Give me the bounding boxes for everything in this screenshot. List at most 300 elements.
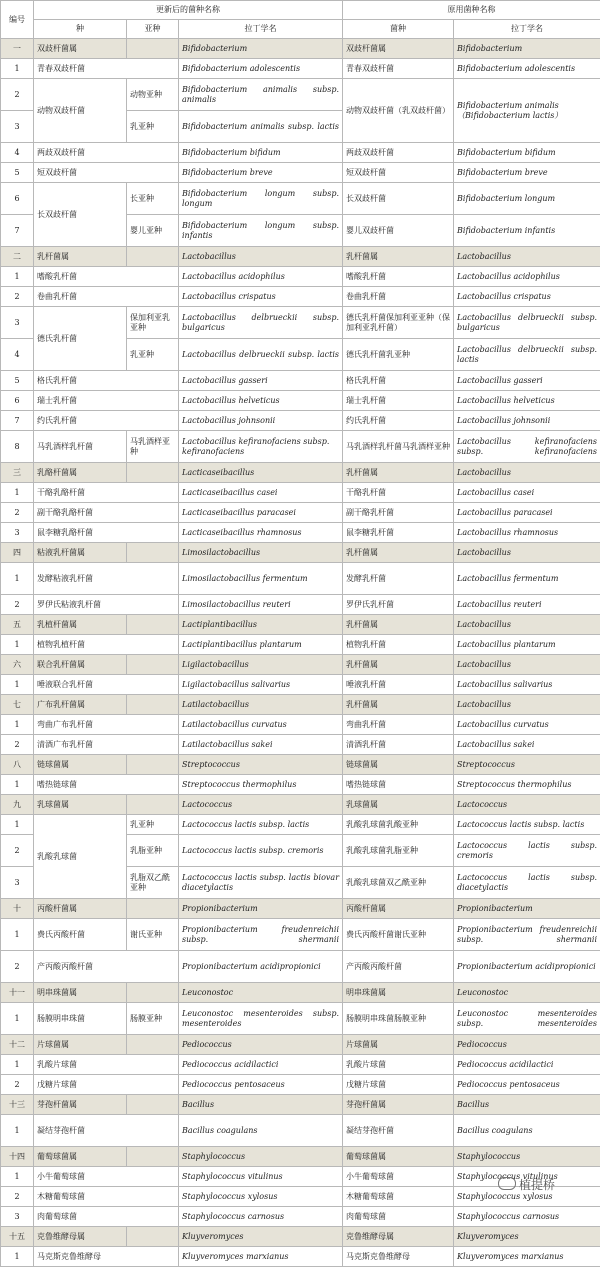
latin-name-old: Bifidobacterium bifidum [454, 143, 600, 163]
latin-name-old: Propionibacterium freudenreichii subsp. shermanii [454, 919, 600, 951]
latin-name-new: Staphylococcus xylosus [179, 1187, 343, 1207]
species-name: 副干酪乳酪杆菌 [34, 503, 179, 523]
latin-name-old: Lactobacillus johnsonii [454, 411, 600, 431]
latin-name-old: Lactobacillus [454, 655, 600, 675]
row-number: 2 [1, 503, 34, 523]
latin-name-new: Lactobacillus johnsonii [179, 411, 343, 431]
latin-name-new: Staphylococcus carnosus [179, 1207, 343, 1227]
header-group-new: 更新后的菌种名称 [34, 1, 343, 20]
row-number: 十 [1, 899, 34, 919]
species-name: 鼠李糖乳酪杆菌 [34, 523, 179, 543]
genus-name: 广布乳杆菌属 [34, 695, 127, 715]
latin-name-new: Lactobacillus crispatus [179, 287, 343, 307]
genus-row [1, 983, 600, 1003]
latin-name-old: Lactobacillus [454, 695, 600, 715]
genus-row [1, 1227, 600, 1247]
subspecies-name: 乳脂亚种 [127, 835, 179, 867]
old-species-name: 乳球菌属 [343, 795, 454, 815]
genus-row [1, 695, 600, 715]
genus-row [1, 655, 600, 675]
old-species-name: 木糖葡萄球菌 [343, 1187, 454, 1207]
latin-name-old: Bifidobacterium infantis [454, 215, 600, 247]
subspecies-name: 乳亚种 [127, 815, 179, 835]
old-species-name: 嗜热链球菌 [343, 775, 454, 795]
genus-name: 克鲁维酵母属 [34, 1227, 127, 1247]
latin-name-new: Latilactobacillus curvatus [179, 715, 343, 735]
latin-name-new: Pediococcus [179, 1035, 343, 1055]
genus-row [1, 543, 600, 563]
latin-name-old: Bacillus [454, 1095, 600, 1115]
old-species-name: 马乳酒样乳杆菌马乳酒样亚种 [343, 431, 454, 463]
genus-name: 乳杆菌属 [34, 247, 127, 267]
row-number: 2 [1, 1075, 34, 1095]
latin-name-old: Lactobacillus [454, 463, 600, 483]
species-row [1, 287, 600, 307]
species-row [1, 483, 600, 503]
row-number: 1 [1, 919, 34, 951]
old-species-name: 戊糖片球菌 [343, 1075, 454, 1095]
latin-name-new: Pediococcus pentosaceus [179, 1075, 343, 1095]
header-species: 种 [34, 20, 127, 39]
row-number: 九 [1, 795, 34, 815]
row-number: 一 [1, 39, 34, 59]
old-species-name: 格氏乳杆菌 [343, 371, 454, 391]
latin-name-new: Lacticaseibacillus casei [179, 483, 343, 503]
old-species-name: 乳杆菌属 [343, 615, 454, 635]
old-species-name: 肉葡萄球菌 [343, 1207, 454, 1227]
species-row [1, 1115, 600, 1147]
subspecies-empty [127, 755, 179, 775]
latin-name-new: Lactiplantibacillus [179, 615, 343, 635]
subspecies-empty [127, 1095, 179, 1115]
genus-name: 芽孢杆菌属 [34, 1095, 127, 1115]
latin-name-old: Lactobacillus salivarius [454, 675, 600, 695]
latin-name-new: Lacticaseibacillus rhamnosus [179, 523, 343, 543]
latin-name-new: Bifidobacterium breve [179, 163, 343, 183]
latin-name-old: Bifidobacterium [454, 39, 600, 59]
old-species-name: 乳杆菌属 [343, 463, 454, 483]
old-species-name: 葡萄球菌属 [343, 1147, 454, 1167]
row-number: 1 [1, 1247, 34, 1267]
row-number: 1 [1, 635, 34, 655]
row-number: 1 [1, 267, 34, 287]
latin-name-new: Ligilactobacillus [179, 655, 343, 675]
species-name: 瑞士乳杆菌 [34, 391, 179, 411]
latin-name-new: Streptococcus thermophilus [179, 775, 343, 795]
latin-name-old: Streptococcus [454, 755, 600, 775]
old-species-name: 乳酸片球菌 [343, 1055, 454, 1075]
genus-name: 丙酸杆菌属 [34, 899, 127, 919]
species-name: 青春双歧杆菌 [34, 59, 179, 79]
genus-name: 乳植杆菌属 [34, 615, 127, 635]
latin-name-new: Limosilactobacillus [179, 543, 343, 563]
species-row [1, 59, 600, 79]
latin-name-new: Bifidobacterium [179, 39, 343, 59]
row-number: 4 [1, 339, 34, 371]
row-number: 五 [1, 615, 34, 635]
old-species-name: 发酵乳杆菌 [343, 563, 454, 595]
species-name: 木糖葡萄球菌 [34, 1187, 179, 1207]
latin-name-old: Bifidobacterium animalis（Bifidobacterium lactis） [454, 79, 600, 143]
latin-name-new: Propionibacterium acidipropionici [179, 951, 343, 983]
latin-name-new: Pediococcus acidilactici [179, 1055, 343, 1075]
old-species-name: 乳酸乳球菌乳脂亚种 [343, 835, 454, 867]
latin-name-old: Lactococcus [454, 795, 600, 815]
watermark-text: 植提桥 [519, 1178, 555, 1192]
latin-name-new: Lactobacillus [179, 247, 343, 267]
subspecies-name: 马乳酒样亚种 [127, 431, 179, 463]
species-row [1, 1247, 600, 1267]
row-number: 1 [1, 1055, 34, 1075]
row-number: 6 [1, 183, 34, 215]
row-number: 四 [1, 543, 34, 563]
species-row [1, 503, 600, 523]
old-species-name: 罗伊氏乳杆菌 [343, 595, 454, 615]
subspecies-name: 长亚种 [127, 183, 179, 215]
wechat-logo-icon [498, 1177, 516, 1190]
species-row [1, 775, 600, 795]
old-species-name: 乳杆菌属 [343, 247, 454, 267]
row-number: 十四 [1, 1147, 34, 1167]
latin-name-new: Staphylococcus vitulinus [179, 1167, 343, 1187]
latin-name-old: Kluyveromyces marxianus [454, 1247, 600, 1267]
latin-name-new: Streptococcus [179, 755, 343, 775]
old-species-name: 嗜酸乳杆菌 [343, 267, 454, 287]
species-row [1, 79, 600, 111]
species-row [1, 815, 600, 835]
latin-name-new: Lactococcus [179, 795, 343, 815]
latin-name-new: Propionibacterium freudenreichii subsp. shermanii [179, 919, 343, 951]
old-species-name: 丙酸杆菌属 [343, 899, 454, 919]
latin-name-old: Lactobacillus crispatus [454, 287, 600, 307]
old-species-name: 长双歧杆菌 [343, 183, 454, 215]
latin-name-new: Lacticaseibacillus [179, 463, 343, 483]
latin-name-new: Bacillus [179, 1095, 343, 1115]
row-number: 5 [1, 163, 34, 183]
species-name: 费氏丙酸杆菌 [34, 919, 127, 951]
latin-name-new: Bifidobacterium longum subsp. infantis [179, 215, 343, 247]
latin-name-new: Latilactobacillus sakei [179, 735, 343, 755]
latin-name-old: Lactobacillus plantarum [454, 635, 600, 655]
latin-name-old: Streptococcus thermophilus [454, 775, 600, 795]
species-name: 产丙酸丙酸杆菌 [34, 951, 179, 983]
genus-name: 葡萄球菌属 [34, 1147, 127, 1167]
latin-name-old: Leuconostoc mesenteroides subsp. mesenteroides [454, 1003, 600, 1035]
row-number: 1 [1, 1167, 34, 1187]
species-row [1, 715, 600, 735]
species-name: 约氏乳杆菌 [34, 411, 179, 431]
latin-name-old: Lactococcus lactis subsp. cremoris [454, 835, 600, 867]
row-number: 8 [1, 431, 34, 463]
latin-name-old: Lactobacillus delbrueckii subsp. bulgaricus [454, 307, 600, 339]
old-species-name: 乳杆菌属 [343, 543, 454, 563]
latin-name-old: Bifidobacterium breve [454, 163, 600, 183]
row-number: 2 [1, 79, 34, 111]
row-number: 1 [1, 483, 34, 503]
old-species-name: 植物乳杆菌 [343, 635, 454, 655]
header-species-old: 菌种 [343, 20, 454, 39]
old-species-name: 马克斯克鲁维酵母 [343, 1247, 454, 1267]
row-number: 2 [1, 287, 34, 307]
species-row [1, 371, 600, 391]
row-number: 5 [1, 371, 34, 391]
header-subspecies: 亚种 [127, 20, 179, 39]
species-name: 肠膜明串珠菌 [34, 1003, 127, 1035]
latin-name-old: Bifidobacterium adolescentis [454, 59, 600, 79]
latin-name-old: Pediococcus pentosaceus [454, 1075, 600, 1095]
latin-name-old: Lactobacillus delbrueckii subsp. lactis [454, 339, 600, 371]
species-row [1, 735, 600, 755]
species-name: 格氏乳杆菌 [34, 371, 179, 391]
row-number: 1 [1, 675, 34, 695]
header-latin-old: 拉丁学名 [454, 20, 600, 39]
species-row [1, 595, 600, 615]
old-species-name: 克鲁维酵母属 [343, 1227, 454, 1247]
species-row [1, 1055, 600, 1075]
latin-name-old: Lactobacillus fermentum [454, 563, 600, 595]
row-number: 六 [1, 655, 34, 675]
row-number: 1 [1, 715, 34, 735]
species-name: 清酒广布乳杆菌 [34, 735, 179, 755]
latin-name-new: Bifidobacterium animalis subsp. lactis [179, 111, 343, 143]
species-row [1, 163, 600, 183]
latin-name-new: Bifidobacterium bifidum [179, 143, 343, 163]
row-number: 十一 [1, 983, 34, 1003]
old-species-name: 乳酸乳球菌双乙酰亚种 [343, 867, 454, 899]
species-row [1, 183, 600, 215]
row-number: 1 [1, 1115, 34, 1147]
latin-name-old: Pediococcus [454, 1035, 600, 1055]
latin-name-new: Latilactobacillus [179, 695, 343, 715]
subspecies-name: 动物亚种 [127, 79, 179, 111]
old-species-name: 双歧杆菌属 [343, 39, 454, 59]
row-number: 1 [1, 563, 34, 595]
subspecies-empty [127, 1035, 179, 1055]
species-name: 卷曲乳杆菌 [34, 287, 179, 307]
old-species-name: 瑞士乳杆菌 [343, 391, 454, 411]
old-species-name: 肠膜明串珠菌肠膜亚种 [343, 1003, 454, 1035]
latin-name-old: Lactobacillus curvatus [454, 715, 600, 735]
row-number: 十五 [1, 1227, 34, 1247]
old-species-name: 德氏乳杆菌乳亚种 [343, 339, 454, 371]
row-number: 2 [1, 1187, 34, 1207]
latin-name-old: Lactobacillus rhamnosus [454, 523, 600, 543]
species-row [1, 143, 600, 163]
species-row [1, 431, 600, 463]
genus-name: 乳酪杆菌属 [34, 463, 127, 483]
latin-name-new: Bacillus coagulans [179, 1115, 343, 1147]
latin-name-new: Lactiplantibacillus plantarum [179, 635, 343, 655]
row-number: 2 [1, 951, 34, 983]
species-row [1, 411, 600, 431]
latin-name-old: Lactobacillus acidophilus [454, 267, 600, 287]
latin-name-new: Kluyveromyces marxianus [179, 1247, 343, 1267]
genus-row [1, 1147, 600, 1167]
latin-name-old: Propionibacterium acidipropionici [454, 951, 600, 983]
subspecies-empty [127, 983, 179, 1003]
old-species-name: 动物双歧杆菌（乳双歧杆菌） [343, 79, 454, 143]
latin-name-new: Leuconostoc mesenteroides subsp. mesenteroides [179, 1003, 343, 1035]
genus-row [1, 1095, 600, 1115]
subspecies-empty [127, 655, 179, 675]
old-species-name: 唾液乳杆菌 [343, 675, 454, 695]
species-row [1, 1003, 600, 1035]
old-species-name: 凝结芽孢杆菌 [343, 1115, 454, 1147]
old-species-name: 乳杆菌属 [343, 695, 454, 715]
genus-row [1, 795, 600, 815]
genus-row [1, 463, 600, 483]
subspecies-empty [127, 463, 179, 483]
latin-name-new: Propionibacterium [179, 899, 343, 919]
species-name: 凝结芽孢杆菌 [34, 1115, 179, 1147]
subspecies-name: 婴儿亚种 [127, 215, 179, 247]
species-name: 乳酸乳球菌 [34, 815, 127, 899]
row-number: 3 [1, 867, 34, 899]
subspecies-empty [127, 1227, 179, 1247]
latin-name-old: Lactobacillus [454, 543, 600, 563]
old-species-name: 链球菌属 [343, 755, 454, 775]
old-species-name: 清酒乳杆菌 [343, 735, 454, 755]
row-number: 3 [1, 1207, 34, 1227]
species-name: 戊糖片球菌 [34, 1075, 179, 1095]
row-number: 七 [1, 695, 34, 715]
row-number: 7 [1, 411, 34, 431]
species-name: 干酪乳酪杆菌 [34, 483, 179, 503]
row-number: 二 [1, 247, 34, 267]
latin-name-new: Lactobacillus acidophilus [179, 267, 343, 287]
latin-name-old: Leuconostoc [454, 983, 600, 1003]
species-row [1, 523, 600, 543]
subspecies-empty [127, 795, 179, 815]
genus-row [1, 247, 600, 267]
latin-name-new: Limosilactobacillus reuteri [179, 595, 343, 615]
species-row [1, 635, 600, 655]
latin-name-old: Kluyveromyces [454, 1227, 600, 1247]
species-name: 罗伊氏粘液乳杆菌 [34, 595, 179, 615]
species-name: 两歧双歧杆菌 [34, 143, 179, 163]
species-row [1, 675, 600, 695]
species-name: 嗜热链球菌 [34, 775, 179, 795]
latin-name-new: Lactococcus lactis subsp. lactis [179, 815, 343, 835]
old-species-name: 鼠李糖乳杆菌 [343, 523, 454, 543]
old-species-name: 干酪乳杆菌 [343, 483, 454, 503]
species-name: 长双歧杆菌 [34, 183, 127, 247]
latin-name-new: Lactobacillus delbrueckii subsp. bulgaricus [179, 307, 343, 339]
latin-name-new: Bifidobacterium animalis subsp. animalis [179, 79, 343, 111]
row-number: 1 [1, 59, 34, 79]
old-species-name: 弯曲乳杆菌 [343, 715, 454, 735]
latin-name-old: Staphylococcus [454, 1147, 600, 1167]
subspecies-empty [127, 543, 179, 563]
subspecies-empty [127, 39, 179, 59]
row-number: 7 [1, 215, 34, 247]
old-species-name: 乳酸乳球菌乳酸亚种 [343, 815, 454, 835]
species-name: 马乳酒样乳杆菌 [34, 431, 127, 463]
row-number: 八 [1, 755, 34, 775]
old-species-name: 明串珠菌属 [343, 983, 454, 1003]
latin-name-old: Lactobacillus helveticus [454, 391, 600, 411]
old-species-name: 约氏乳杆菌 [343, 411, 454, 431]
subspecies-name: 乳亚种 [127, 339, 179, 371]
old-species-name: 产丙酸丙酸杆菌 [343, 951, 454, 983]
genus-name: 片球菌属 [34, 1035, 127, 1055]
row-number: 3 [1, 523, 34, 543]
header-group-old: 原用菌种名称 [343, 1, 600, 20]
genus-name: 粘液乳杆菌属 [34, 543, 127, 563]
row-number: 2 [1, 835, 34, 867]
latin-name-old: Lactobacillus kefiranofaciens subsp. kefiranofaciens [454, 431, 600, 463]
latin-name-new: Lactococcus lactis subsp. lactis biovar diacetylactis [179, 867, 343, 899]
subspecies-empty [127, 899, 179, 919]
subspecies-name: 肠膜亚种 [127, 1003, 179, 1035]
watermark [498, 1176, 555, 1193]
genus-row [1, 39, 600, 59]
subspecies-empty [127, 1147, 179, 1167]
genus-row [1, 899, 600, 919]
latin-name-old: Bacillus coagulans [454, 1115, 600, 1147]
species-name: 发酵粘液乳杆菌 [34, 563, 179, 595]
species-name: 嗜酸乳杆菌 [34, 267, 179, 287]
latin-name-new: Bifidobacterium longum subsp. longum [179, 183, 343, 215]
latin-name-old: Pediococcus acidilactici [454, 1055, 600, 1075]
row-number: 6 [1, 391, 34, 411]
genus-row [1, 1035, 600, 1055]
subspecies-empty [127, 615, 179, 635]
genus-row [1, 615, 600, 635]
latin-name-new: Lactobacillus helveticus [179, 391, 343, 411]
old-species-name: 费氏丙酸杆菌谢氏亚种 [343, 919, 454, 951]
latin-name-new: Lactobacillus delbrueckii subsp. lactis [179, 339, 343, 371]
latin-name-new: Lactobacillus gasseri [179, 371, 343, 391]
row-number: 十二 [1, 1035, 34, 1055]
row-number: 3 [1, 111, 34, 143]
species-name: 动物双歧杆菌 [34, 79, 127, 143]
latin-name-old: Lactobacillus gasseri [454, 371, 600, 391]
species-row [1, 391, 600, 411]
genus-name: 乳球菌属 [34, 795, 127, 815]
row-number: 1 [1, 775, 34, 795]
old-species-name: 短双歧杆菌 [343, 163, 454, 183]
row-number: 4 [1, 143, 34, 163]
old-species-name: 小牛葡萄球菌 [343, 1167, 454, 1187]
old-species-name: 德氏乳杆菌保加利亚亚种（保加利亚乳杆菌） [343, 307, 454, 339]
row-number: 3 [1, 307, 34, 339]
row-number: 2 [1, 595, 34, 615]
old-species-name: 两歧双歧杆菌 [343, 143, 454, 163]
genus-name: 联合乳杆菌属 [34, 655, 127, 675]
header-latin-new: 拉丁学名 [179, 20, 343, 39]
old-species-name: 青春双歧杆菌 [343, 59, 454, 79]
latin-name-old: Staphylococcus carnosus [454, 1207, 600, 1227]
latin-name-new: Lactobacillus kefiranofaciens subsp. kefiranofaciens [179, 431, 343, 463]
subspecies-name: 乳亚种 [127, 111, 179, 143]
species-name: 乳酸片球菌 [34, 1055, 179, 1075]
latin-name-new: Ligilactobacillus salivarius [179, 675, 343, 695]
subspecies-name: 乳脂双乙酰亚种 [127, 867, 179, 899]
genus-name: 链球菌属 [34, 755, 127, 775]
subspecies-name: 谢氏亚种 [127, 919, 179, 951]
genus-name: 明串珠菌属 [34, 983, 127, 1003]
latin-name-old: Lactobacillus [454, 615, 600, 635]
old-species-name: 片球菌属 [343, 1035, 454, 1055]
species-row [1, 1207, 600, 1227]
row-number: 三 [1, 463, 34, 483]
old-species-name: 乳杆菌属 [343, 655, 454, 675]
old-species-name: 婴儿双歧杆菌 [343, 215, 454, 247]
row-number: 十三 [1, 1095, 34, 1115]
latin-name-new: Kluyveromyces [179, 1227, 343, 1247]
species-name: 小牛葡萄球菌 [34, 1167, 179, 1187]
